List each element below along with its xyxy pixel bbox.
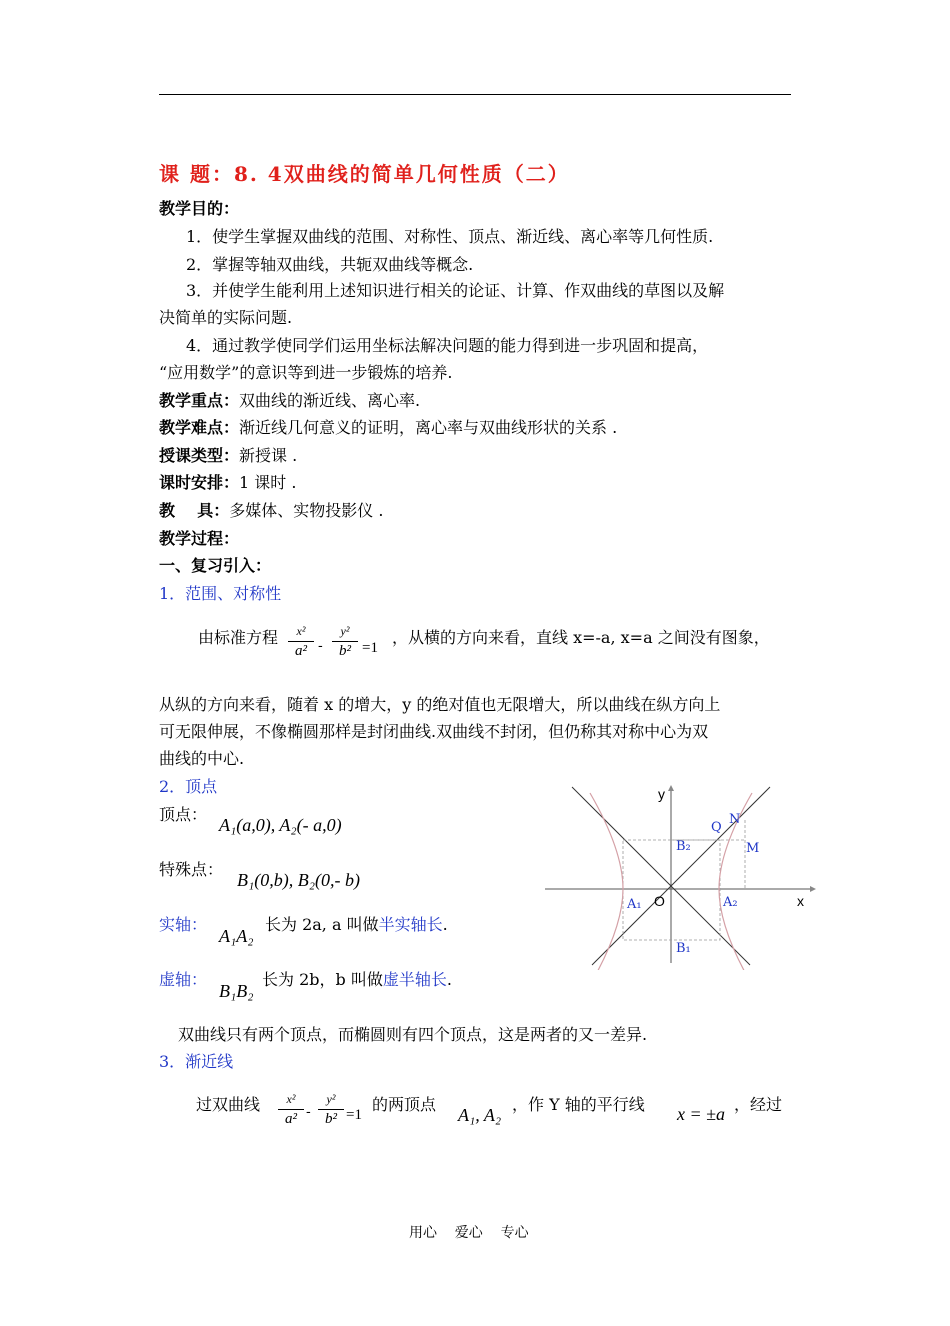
imag-axis-label: 虚轴： [159, 970, 208, 989]
sub2-heading: 2．顶点 [159, 777, 218, 796]
key-text: 双曲线的渐近线、离心率. [239, 391, 421, 410]
section1-heading: 一、复习引入： [159, 556, 272, 575]
denominator-a2: a² [295, 643, 307, 659]
denominator-b2: b² [339, 643, 351, 659]
x-axis-arrow [810, 886, 816, 892]
key-label: 教学重点： [159, 391, 240, 410]
sub1-after: ，从横的方向来看，直线 x=-a, x=a 之间没有图象， [392, 628, 770, 647]
sub3-text-b: 的两顶点 [372, 1095, 437, 1114]
teaching-tools [159, 500, 383, 522]
sub1-intro: 由标准方程 [198, 628, 279, 647]
special-label: 特殊点： [159, 860, 224, 879]
asymptote-1 [572, 787, 750, 965]
lesson-time [159, 472, 296, 494]
goal-4: 4．通过教学使同学们运用坐标法解决问题的能力得到进一步巩固和提高， [186, 336, 709, 355]
sub3-text-c: ，作 Y 轴的平行线 [512, 1095, 645, 1114]
lesson-title: 课 题：8. 4双曲线的简单几何性质（二） [159, 162, 570, 186]
sub3-line: x = ±a [677, 1104, 726, 1124]
goal-1: 1．使学生掌握双曲线的范围、对称性、顶点、渐近线、离心率等几何性质. [186, 227, 714, 246]
label-m: M [746, 841, 760, 856]
fraction-x2-a2-2 [276, 1092, 306, 1128]
label-n: N [729, 812, 741, 827]
imag-axis-desc: 长为 2b，b 叫做 [262, 970, 383, 989]
lesson-type [159, 445, 297, 467]
sub1-heading: 1．范围、对称性 [159, 584, 282, 603]
tool-label: 教 具： [159, 501, 230, 520]
numerator-x2-2: x² [286, 1092, 296, 1106]
vertex-formula: A₁(a,0), A₂(- a,0) [219, 815, 342, 835]
label-y: y [658, 786, 665, 802]
equals-one-2: =1 [346, 1107, 362, 1123]
para1-line2: 可无限伸展，不像椭圆那样是封闭曲线.双曲线不封闭，但仍称其对称中心为双 [159, 722, 709, 741]
label-o: O [654, 893, 665, 909]
compare-text: 双曲线只有两个顶点，而椭圆则有四个顶点，这是两者的又一差异. [178, 1025, 648, 1044]
label-b2: B₂ [676, 839, 691, 854]
label-x: x [797, 893, 804, 909]
time-label: 课时安排： [159, 473, 240, 492]
fraction-y2-b2-2 [316, 1092, 346, 1128]
label-a2: A₂ [723, 895, 738, 910]
asymptote-2 [592, 787, 770, 965]
difficulties [159, 417, 617, 439]
label-b1: B₁ [676, 941, 691, 956]
real-axis-label: 实轴： [159, 915, 208, 934]
para1-line1: 从纵的方向来看，随着 x 的增大，y 的绝对值也无限增大，所以曲线在纵方向上 [159, 695, 721, 714]
numerator-y2-2: y² [326, 1092, 336, 1106]
y-axis-arrow [668, 785, 674, 791]
denominator-a2-2: a² [285, 1111, 297, 1127]
para1-line3: 曲线的中心. [159, 749, 245, 768]
process-heading: 教学过程： [159, 529, 240, 548]
imag-axis-text [262, 969, 452, 991]
sub3-text-d: ，经过 [734, 1095, 783, 1114]
goal-heading: 教学目的： [159, 199, 240, 218]
real-axis-period: . [442, 915, 448, 934]
hyperbola-figure [540, 775, 820, 970]
minus-sign-2: - [306, 1104, 311, 1120]
goal-4-cont: “应用数学”的意识等到进一步锻炼的培养. [159, 363, 453, 382]
numerator-y2: y² [340, 624, 350, 638]
left-branch [590, 793, 623, 970]
semi-imag-axis-term: 虚半轴长 [382, 970, 447, 989]
goal-2: 2．掌握等轴双曲线，共轭双曲线等概念. [186, 255, 474, 274]
tool-text: 多媒体、实物投影仪 . [229, 501, 384, 520]
goal-3: 3．并使学生能利用上述知识进行相关的论证、计算、作双曲线的草图以及解 [186, 281, 725, 300]
real-axis-symbol: A₁A₂ [219, 926, 254, 946]
label-q: Q [711, 820, 722, 835]
sub3-text-a: 过双曲线 [196, 1095, 261, 1114]
real-axis-text [265, 914, 448, 936]
imag-axis-period: . [446, 970, 452, 989]
sub3-heading: 3．渐近线 [159, 1052, 234, 1071]
equals-one: =1 [362, 640, 378, 656]
footer: 用心 爱心 专心 [409, 1225, 529, 1241]
diff-text: 渐近线几何意义的证明，离心率与双曲线形状的关系 . [239, 418, 618, 437]
semi-real-axis-term: 半实轴长 [378, 915, 443, 934]
imag-axis-symbol: B₁B₂ [219, 981, 254, 1001]
type-label: 授课类型： [159, 446, 240, 465]
vertex-label: 顶点： [159, 805, 208, 824]
denominator-b2-2: b² [325, 1111, 337, 1127]
fraction-y2-b2 [330, 624, 360, 660]
minus-sign: - [318, 638, 323, 654]
goal-3-cont: 决简单的实际问题. [159, 308, 293, 327]
numerator-x2: x² [296, 624, 306, 638]
key-points [159, 390, 420, 412]
fraction-x2-a2 [286, 624, 316, 660]
real-axis-desc: 长为 2a, a 叫做 [265, 915, 379, 934]
time-text: 1 课时 . [239, 473, 297, 492]
special-formula: B₁(0,b), B₂(0,- b) [237, 870, 360, 890]
label-a1: A₁ [627, 897, 642, 912]
sub3-vertices: A₁, A₂ [458, 1105, 502, 1125]
diff-label: 教学难点： [159, 418, 240, 437]
type-text: 新授课 . [239, 446, 298, 465]
header-rule [159, 94, 791, 95]
